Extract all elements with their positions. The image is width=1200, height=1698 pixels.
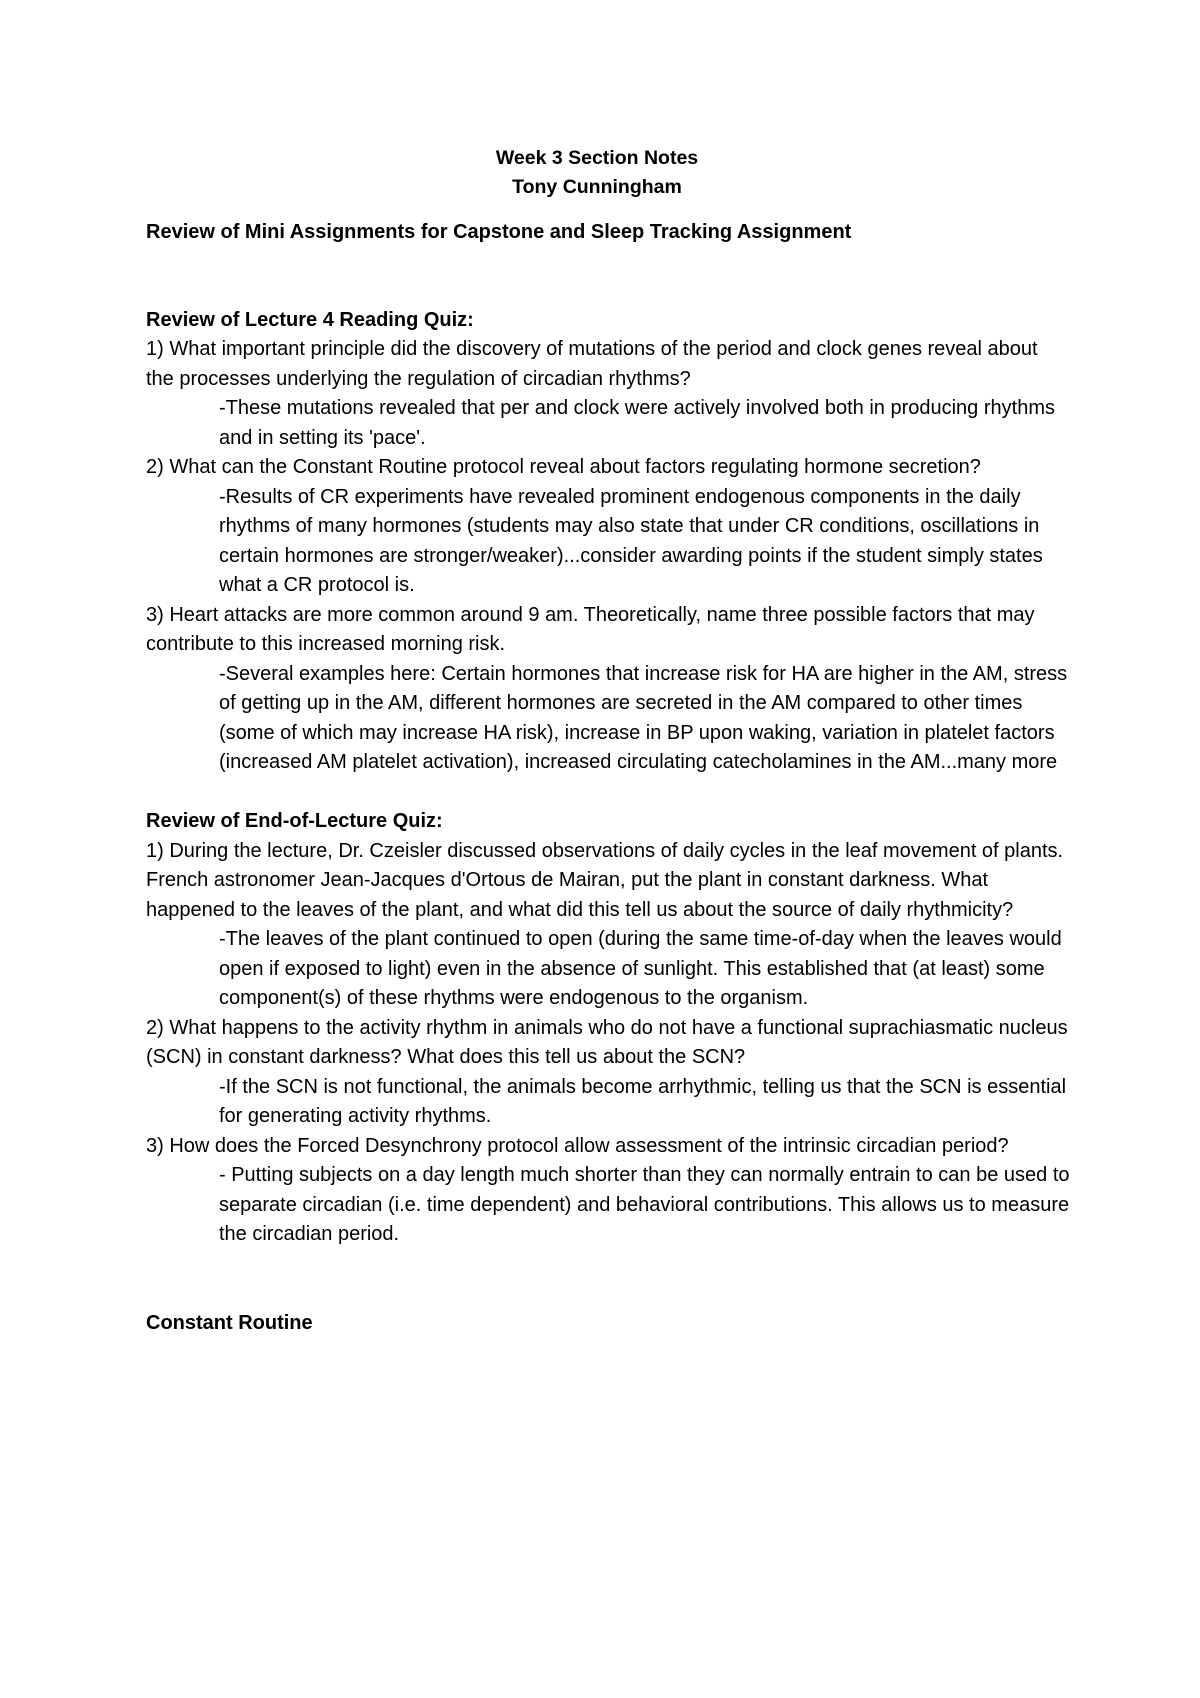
title-block — [146, 144, 1070, 202]
question-text: 3) Heart attacks are more common around 9 am. Theoretically, name three possible factors that may contribute to this increased morning risk. — [146, 603, 1035, 655]
question-text: 2) What can the Constant Routine protocol reveal about factors regulating hormone secretion? — [146, 456, 981, 478]
answer-text: -The leaves of the plant continued to open (during the same time-of-day when the leaves would open if exposed to light) even in the absence of sunlight. This established that (at least) some component(s) of these rhythms were endogenous to the organism. — [219, 928, 1062, 1009]
intro-heading: Review of Mini Assignments for Capstone and Sleep Tracking Assignment — [146, 221, 852, 243]
spacer — [146, 778, 1070, 808]
question-text: 2) What happens to the activity rhythm in animals who do not have a functional suprachiasmatic nucleus (SCN) in constant darkness? What does this tell us about the SCN? — [146, 1016, 1068, 1068]
question-text: 3) How does the Forced Desynchrony protocol allow assessment of the intrinsic circadian period? — [146, 1134, 1009, 1157]
author-name: Tony Cunningham — [512, 176, 682, 198]
section-reading-quiz — [146, 306, 1070, 778]
spacer — [146, 1250, 1070, 1309]
answer-text: -Several examples here: Certain hormones that increase risk for HA are higher in the AM, stress of getting up in the AM, different hormones are secreted in the AM compared to other times (some of which may increase HA risk), increase in BP upon waking, variation in platelet factors (increased AM platelet activation), increased circulating catecholamines in the AM...many more — [219, 662, 1068, 773]
answer-text: -If the SCN is not functional, the animals become arrhythmic, telling us that the SCN is essential for generating activity rhythms. — [219, 1075, 1067, 1127]
question-text: 1) What important principle did the discovery of mutations of the period and clock genes reveal about the processes underlying the regulation of circadian rhythms? — [146, 338, 1038, 390]
page-title: Week 3 Section Notes — [495, 147, 699, 169]
answer-text: -These mutations revealed that per and clock were actively involved both in producing rhythms and in setting its 'pace'. — [219, 397, 1055, 449]
final-heading: Constant Routine — [146, 1311, 313, 1334]
section-heading: Review of End-of-Lecture Quiz: — [146, 810, 443, 832]
question-text: 1) During the lecture, Dr. Czeisler discussed observations of daily cycles in the leaf movement of plants. French astronomer Jean-Jacques d'Ortous de Mairan, put the plant in constant darkness. What happened to the leaves of the plant, and what did this tell us about the source of daily rhythmicity? — [146, 839, 1064, 921]
section-heading: Review of Lecture 4 Reading Quiz: — [146, 308, 474, 331]
answer-text: -Results of CR experiments have revealed prominent endogenous components in the daily rhythms of many hormones (students may also state that under CR conditions, oscillations in certain hormones are stronger/weaker)...consider awarding points if the student simply states what a CR protocol is. — [219, 485, 1043, 596]
answer-text: - Putting subjects on a day length much shorter than they can normally entrain to can be used to separate circadian (i.e. time dependent) and behavioral contributions. This allows us to measure the circadian period. — [219, 1164, 1070, 1245]
section-end-of-lecture-quiz — [146, 807, 1070, 1250]
